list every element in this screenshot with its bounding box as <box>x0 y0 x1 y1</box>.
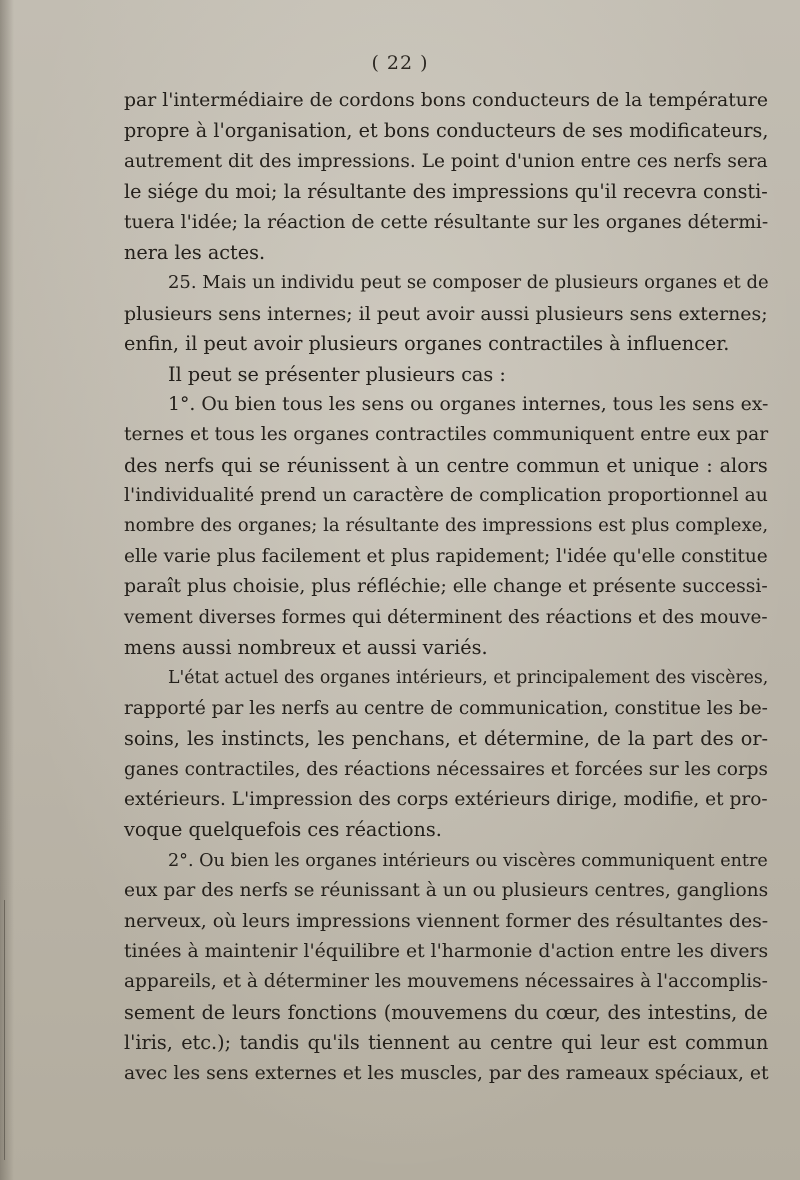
text-line: 2°. Ou bien les organes intérieurs ou viscères communiquent entre <box>168 850 768 871</box>
text-line: Il peut se présenter plusieurs cas : <box>168 362 506 386</box>
text-line: 25. Mais un individu peut se composer de plusieurs organes et de <box>168 272 769 294</box>
text-line: ternes et tous les organes contractiles communiquent entre eux par <box>124 424 769 446</box>
text-line: rapporté par les nerfs au centre de communication, constitue les be- <box>124 697 768 719</box>
text-line: sement de leurs fonctions (mouvemens du cœur, des intestins, de <box>124 1000 768 1024</box>
text-line: mens aussi nombreux et aussi variés. <box>124 636 488 660</box>
text-line: vement diverses formes qui déterminent des réactions et des mouve- <box>124 606 768 628</box>
text-line: nera les actes. <box>124 240 266 264</box>
text-line: ganes contractiles, des réactions nécessaires et forcées sur les corps <box>124 758 768 780</box>
text-line: soins, les instincts, les penchans, et détermine, de la part des or- <box>124 727 768 751</box>
text-line: plusieurs sens internes; il peut avoir aussi plusieurs sens externes; <box>124 302 768 325</box>
text-line: tinées à maintenir l'équilibre et l'harmonie d'action entre les divers <box>124 940 769 962</box>
text-line: tuera l'idée; la réaction de cette résultante sur les organes détermi- <box>124 211 769 233</box>
text-line: L'état actuel des organes intérieurs, et principalement des viscères, <box>168 668 769 689</box>
text-line: l'iris, etc.); tandis qu'ils tiennent au centre qui leur est commun <box>124 1031 769 1055</box>
text-line: appareils, et à déterminer les mouvemens nécessaires à l'accomplis- <box>124 971 768 993</box>
text-line: propre à l'organisation, et bons conducteurs de ses modificateurs, <box>124 119 769 143</box>
text-line: eux par des nerfs se réunissant à un ou plusieurs centres, ganglions <box>124 880 769 902</box>
text-line: voque quelquefois ces réactions. <box>124 818 442 842</box>
page-edge-line <box>4 900 5 1160</box>
text-line: nombre des organes; la résultante des impressions est plus complexe, <box>124 515 769 537</box>
body-text <box>124 86 768 1089</box>
text-line: elle varie plus facilement et plus rapidement; l'idée qu'elle constitue <box>124 545 768 567</box>
text-line: par l'intermédiaire de cordons bons conducteurs de la température <box>124 90 769 111</box>
text-line: des nerfs qui se réunissent à un centre commun et unique : alors <box>124 453 768 477</box>
page-edge-shadow <box>0 0 14 1180</box>
text-line: enfin, il peut avoir plusieurs organes contractiles à influencer. <box>124 332 730 356</box>
text-line: avec les sens externes et les muscles, par des rameaux spéciaux, et <box>124 1062 769 1084</box>
text-line: l'individualité prend un caractère de complication proportionnel au <box>124 485 768 507</box>
text-line: paraît plus choisie, plus réfléchie; elle change et présente successi- <box>124 576 768 598</box>
text-line: 1°. Ou bien tous les sens ou organes internes, tous les sens ex- <box>168 393 769 415</box>
page-number: ( 22 ) <box>371 52 429 74</box>
text-line: extérieurs. L'impression des corps extérieurs dirige, modifie, et pro- <box>124 788 768 810</box>
text-line: le siége du moi; la résultante des impressions qu'il recevra consti- <box>124 180 768 204</box>
text-line: autrement dit des impressions. Le point d'union entre ces nerfs sera <box>124 150 768 172</box>
text-line: nerveux, où leurs impressions viennent former des résultantes des- <box>124 910 769 932</box>
